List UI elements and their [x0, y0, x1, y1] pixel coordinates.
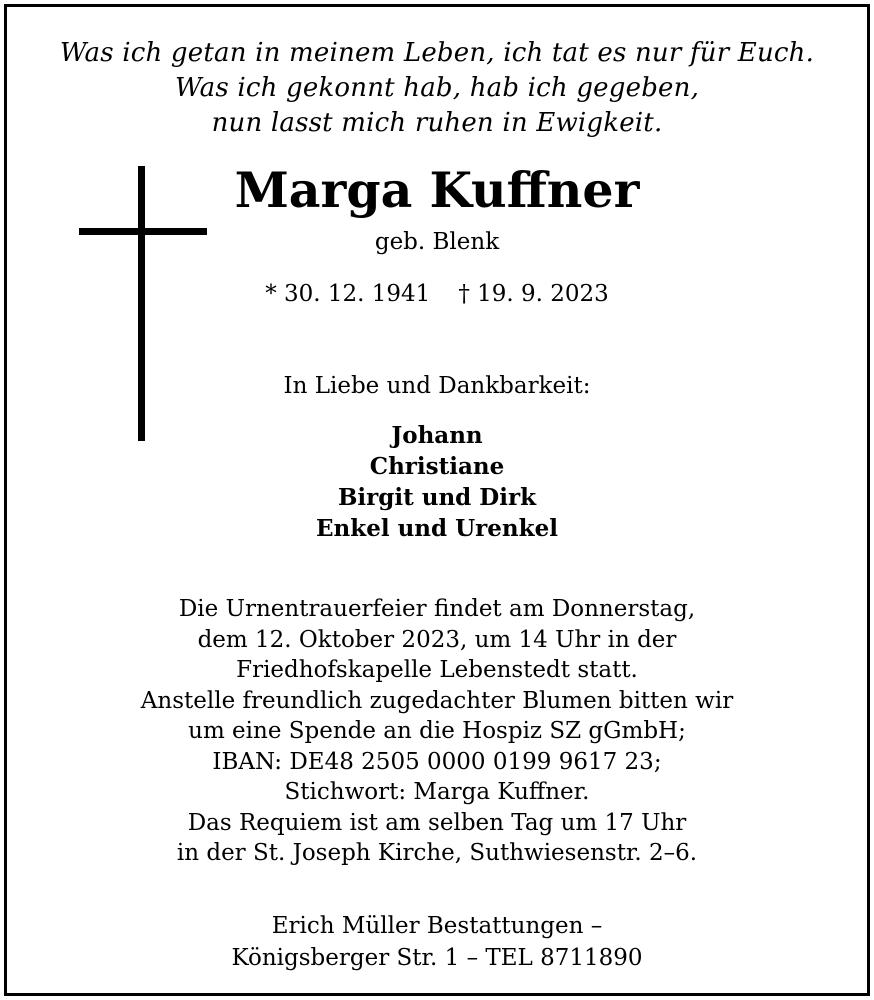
mourners-list — [0, 420, 874, 544]
undertaker-info — [0, 910, 874, 974]
birth-date: * 30. 12. 1941 — [265, 281, 431, 307]
maiden-name: geb. Blenk — [374, 229, 500, 255]
info-line: Stichwort: Marga Kuffner. — [284, 779, 590, 805]
mourner-name: Enkel und Urenkel — [316, 515, 558, 542]
info-line: IBAN: DE48 2505 0000 0199 9617 23; — [212, 748, 662, 775]
info-line: Friedhofskapelle Lebenstedt statt. — [236, 657, 638, 683]
mourner-name: Christiane — [369, 453, 505, 480]
undertaker-line: Königsberger Str. 1 – TEL 8711890 — [231, 945, 643, 971]
ceremony-info — [0, 594, 874, 869]
info-line: um eine Spende an die Hospiz SZ gGmbH; — [188, 718, 686, 744]
death-date: † 19. 9. 2023 — [458, 281, 609, 307]
deceased-name: Marga Kuffner — [234, 161, 640, 219]
motto-line: Was ich gekonnt hab, hab ich gegeben, — [174, 73, 700, 103]
dedication-text: In Liebe und Dankbarkeit: — [283, 373, 591, 399]
info-line: in der St. Joseph Kirche, Suthwiesenstr. 2–6. — [176, 840, 698, 866]
mourner-name: Birgit und Dirk — [337, 484, 536, 511]
info-line: dem 12. Oktober 2023, um 14 Uhr in der — [197, 626, 677, 653]
motto-line: nun lasst mich ruhen in Ewigkeit. — [211, 108, 663, 138]
info-line: Anstelle freundlich zugedachter Blumen bitten wir — [140, 687, 734, 714]
motto-verse — [0, 36, 874, 141]
info-line: Das Requiem ist am selben Tag um 17 Uhr — [187, 809, 687, 836]
undertaker-line: Erich Müller Bestattungen – — [271, 913, 603, 939]
life-dates — [0, 278, 874, 310]
info-line: Die Urnentrauerfeier findet am Donnerstag, — [178, 596, 696, 622]
motto-line: Was ich getan in meinem Leben, ich tat es nur für Euch. — [59, 38, 815, 68]
mourner-name: Johann — [391, 422, 483, 449]
